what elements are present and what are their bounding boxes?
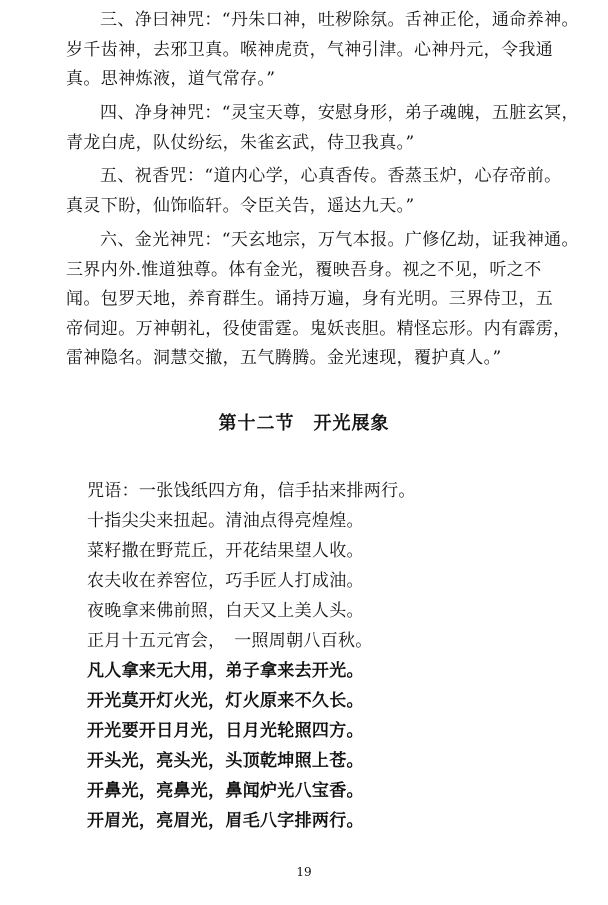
verse-line: 开鼻光，亮鼻光，鼻闻炉光八宝香。 [87,781,364,801]
page-number: 19 [296,865,312,879]
verse-line: 农夫收在养窖位，巧手匠人打成油。 [87,571,364,591]
text-line: 真灵下盼，仙饰临轩。令臣关告，遥达九天。” [66,195,415,216]
verse-line: 菜籽撒在野荒丘，开花结果望人收。 [87,541,364,561]
paragraph-zhuxiang-mantra [66,162,582,221]
text-line: 闻。包罗天地，养育群生。诵持万遍，身有光明。三界侍卫，五 [66,289,554,309]
verse-line: 咒语：一张饯纸四方角，信手拈来排两行。 [87,481,416,501]
text-line: 真。思神炼液，道气常存。” [66,69,276,89]
text-line: 五、祝香咒：“道内心学，心真香传。香蒸玉炉，心存帝前。 [100,166,562,186]
paragraph-jingshen-mantra [66,99,582,158]
text-line: 四、净身神咒：“灵宝天尊，安慰身形，弟子魂魄，五脏玄冥， [100,103,579,123]
text-line: 青龙白虎，队仗纷纭，朱雀玄武，侍卫我真。” [66,132,415,153]
paragraph-jingkou-mantra [66,6,582,95]
verse-line: 开光莫开灯火光，灯火原来不久长。 [87,691,364,711]
verse-block [87,476,567,836]
text-line: 六、金光神咒：“天玄地宗，万气本报。广修亿劫，证我神通。 [100,230,579,250]
text-line: 三、净曰神咒：“丹朱口神，吐秽除氛。舌神正伦，通命养神。 [100,10,579,30]
text-line: 岁千齿神，去邪卫真。喉神虎贲，气神引津。心神丹元，令我通 [66,39,554,60]
verse-line: 十指尖尖来扭起。清油点得亮煌煌。 [87,511,364,531]
verse-line: 开光要开日月光，日月光轮照四方。 [87,721,364,741]
text-line: 雷神隐名。洞慧交撤，五气腾腾。金光速现，覆护真人。” [66,348,502,368]
section-heading: 第十二节 开光展象 [218,413,390,434]
verse-line: 开头光，亮头光，头顶乾坤照上苍。 [87,751,364,771]
paragraph-jinguang-mantra [66,226,582,374]
verse-line: 夜晚拿来佛前照，白天又上美人头。 [87,601,364,621]
verse-line: 凡人拿来无大用，弟子拿来去开光。 [87,661,364,681]
text-line: 帝伺迎。万神朝礼，役使雷霆。鬼妖丧胆。精怪忘形。内有霹雳， [66,318,571,339]
verse-line: 开眉光，亮眉光，眉毛八字排两行。 [87,811,364,831]
text-line: 三界内外.惟道独尊。体有金光，覆映吾身。视之不见，听之不 [66,259,542,280]
verse-line: 正月十五元宵会， 一照周朝八百秋。 [87,631,373,651]
